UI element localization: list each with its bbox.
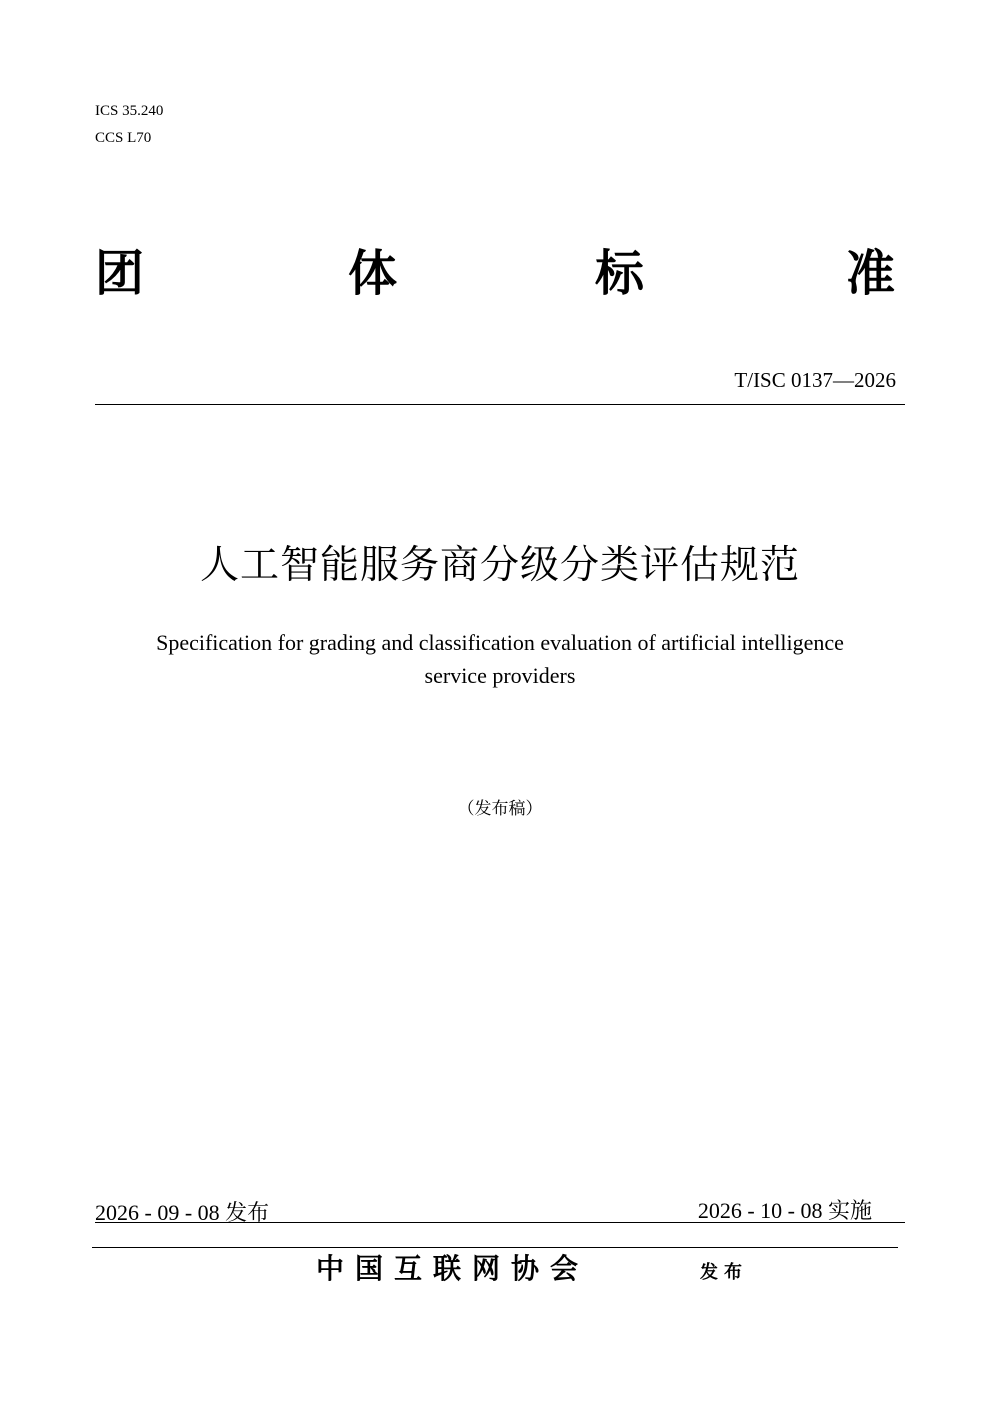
- draft-status: （发布稿）: [457, 799, 543, 819]
- publish-date: 2026 - 09 - 08 发布: [95, 1200, 270, 1225]
- ics-code: ICS 35.240: [95, 103, 164, 119]
- standard-type-char: 标: [595, 245, 645, 302]
- classification-codes: [95, 98, 163, 152]
- title-english-line: Specification for grading and classification evaluation of artificial intelligence: [156, 630, 844, 655]
- standard-type-char: 体: [348, 245, 398, 302]
- footer-divider-top: [95, 1222, 905, 1223]
- ccs-code: CCS L70: [95, 130, 152, 146]
- footer-divider-bottom: [92, 1247, 898, 1248]
- standard-type-heading: [95, 242, 905, 306]
- title-english-line: service providers: [424, 663, 576, 688]
- implementation-date: 2026 - 10 - 08 实施: [697, 1198, 872, 1223]
- header-divider: [95, 404, 905, 405]
- standard-type-char: 团: [95, 245, 145, 302]
- document-title-english: [100, 626, 900, 692]
- document-title-chinese: 人工智能服务商分级分类评估规范: [199, 543, 800, 588]
- publisher-action: 发布: [700, 1262, 748, 1283]
- standard-type-char: 准: [846, 245, 896, 302]
- publisher-name: 中国互联网协会: [316, 1252, 590, 1285]
- standard-number: T/ISC 0137—2026: [734, 368, 896, 392]
